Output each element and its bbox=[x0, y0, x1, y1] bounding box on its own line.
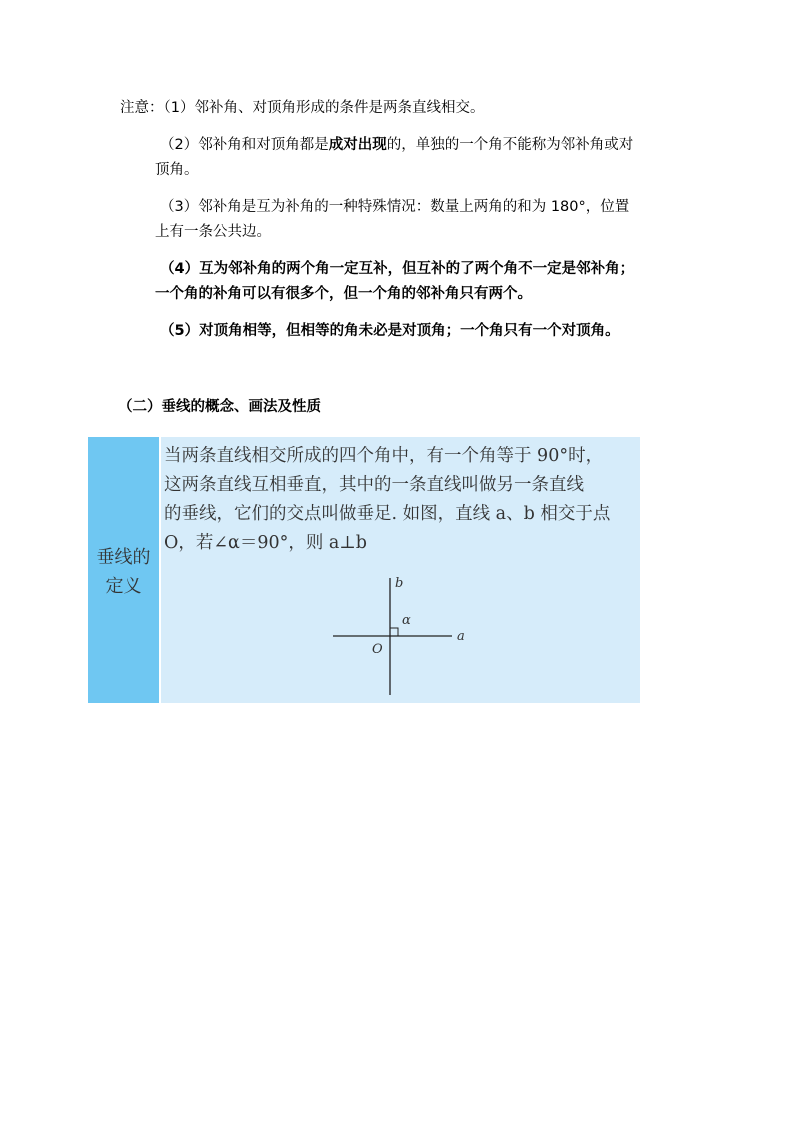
definition-divider bbox=[159, 437, 161, 703]
definition-label-line-1: 垂线的 bbox=[96, 547, 151, 568]
note-4-line-2: 一个角的补角可以有很多个，但一个角的邻补角只有两个。 bbox=[155, 286, 532, 302]
definition-label-cell bbox=[88, 437, 159, 703]
definition-line-4: O，若∠α＝90°，则 a⊥b bbox=[164, 533, 368, 553]
note-2-text: （2）邻补角和对顶角都是 bbox=[160, 137, 329, 153]
label-b: b bbox=[395, 576, 404, 591]
definition-line-2: 这两条直线互相垂直，其中的一条直线叫做另一条直线 bbox=[164, 475, 584, 495]
note-5: （5）对顶角相等，但相等的角未必是对顶角；一个角只有一个对顶角。 bbox=[160, 323, 620, 339]
right-angle-mark bbox=[390, 628, 398, 636]
definition-label-line-2: 定义 bbox=[105, 576, 142, 597]
definition-content bbox=[164, 442, 634, 558]
note-2-line-1 bbox=[160, 135, 633, 155]
definition-label bbox=[88, 543, 159, 601]
note-3-line-1: （3）邻补角是互为补角的一种特殊情况：数量上两角的和为 180°，位置 bbox=[160, 199, 630, 215]
note-1: 注意：（1）邻补角、对顶角形成的条件是两条直线相交。 bbox=[120, 100, 485, 116]
note-4-line-1: （4）互为邻补角的两个角一定互补，但互补的了两个角不一定是邻补角； bbox=[160, 261, 635, 277]
note-2-emphasis: 成对出现 bbox=[328, 137, 387, 153]
note-2-line-2: 顶角。 bbox=[155, 162, 199, 178]
note-3-line-2: 上有一条公共边。 bbox=[155, 224, 271, 240]
definition-line-3: 的垂线，它们的交点叫做垂足. 如图，直线 a、b 相交于点 bbox=[164, 504, 611, 524]
label-alpha: α bbox=[402, 613, 411, 628]
perpendicular-figure bbox=[320, 575, 480, 700]
section-heading: （二）垂线的概念、画法及性质 bbox=[118, 399, 321, 415]
definition-line-1: 当两条直线相交所成的四个角中，有一个角等于 90°时， bbox=[164, 446, 604, 466]
note-2-text-tail: 的，单独的一个角不能称为邻补角或对 bbox=[386, 137, 634, 153]
label-a: a bbox=[457, 629, 465, 644]
label-o: O bbox=[372, 642, 383, 657]
